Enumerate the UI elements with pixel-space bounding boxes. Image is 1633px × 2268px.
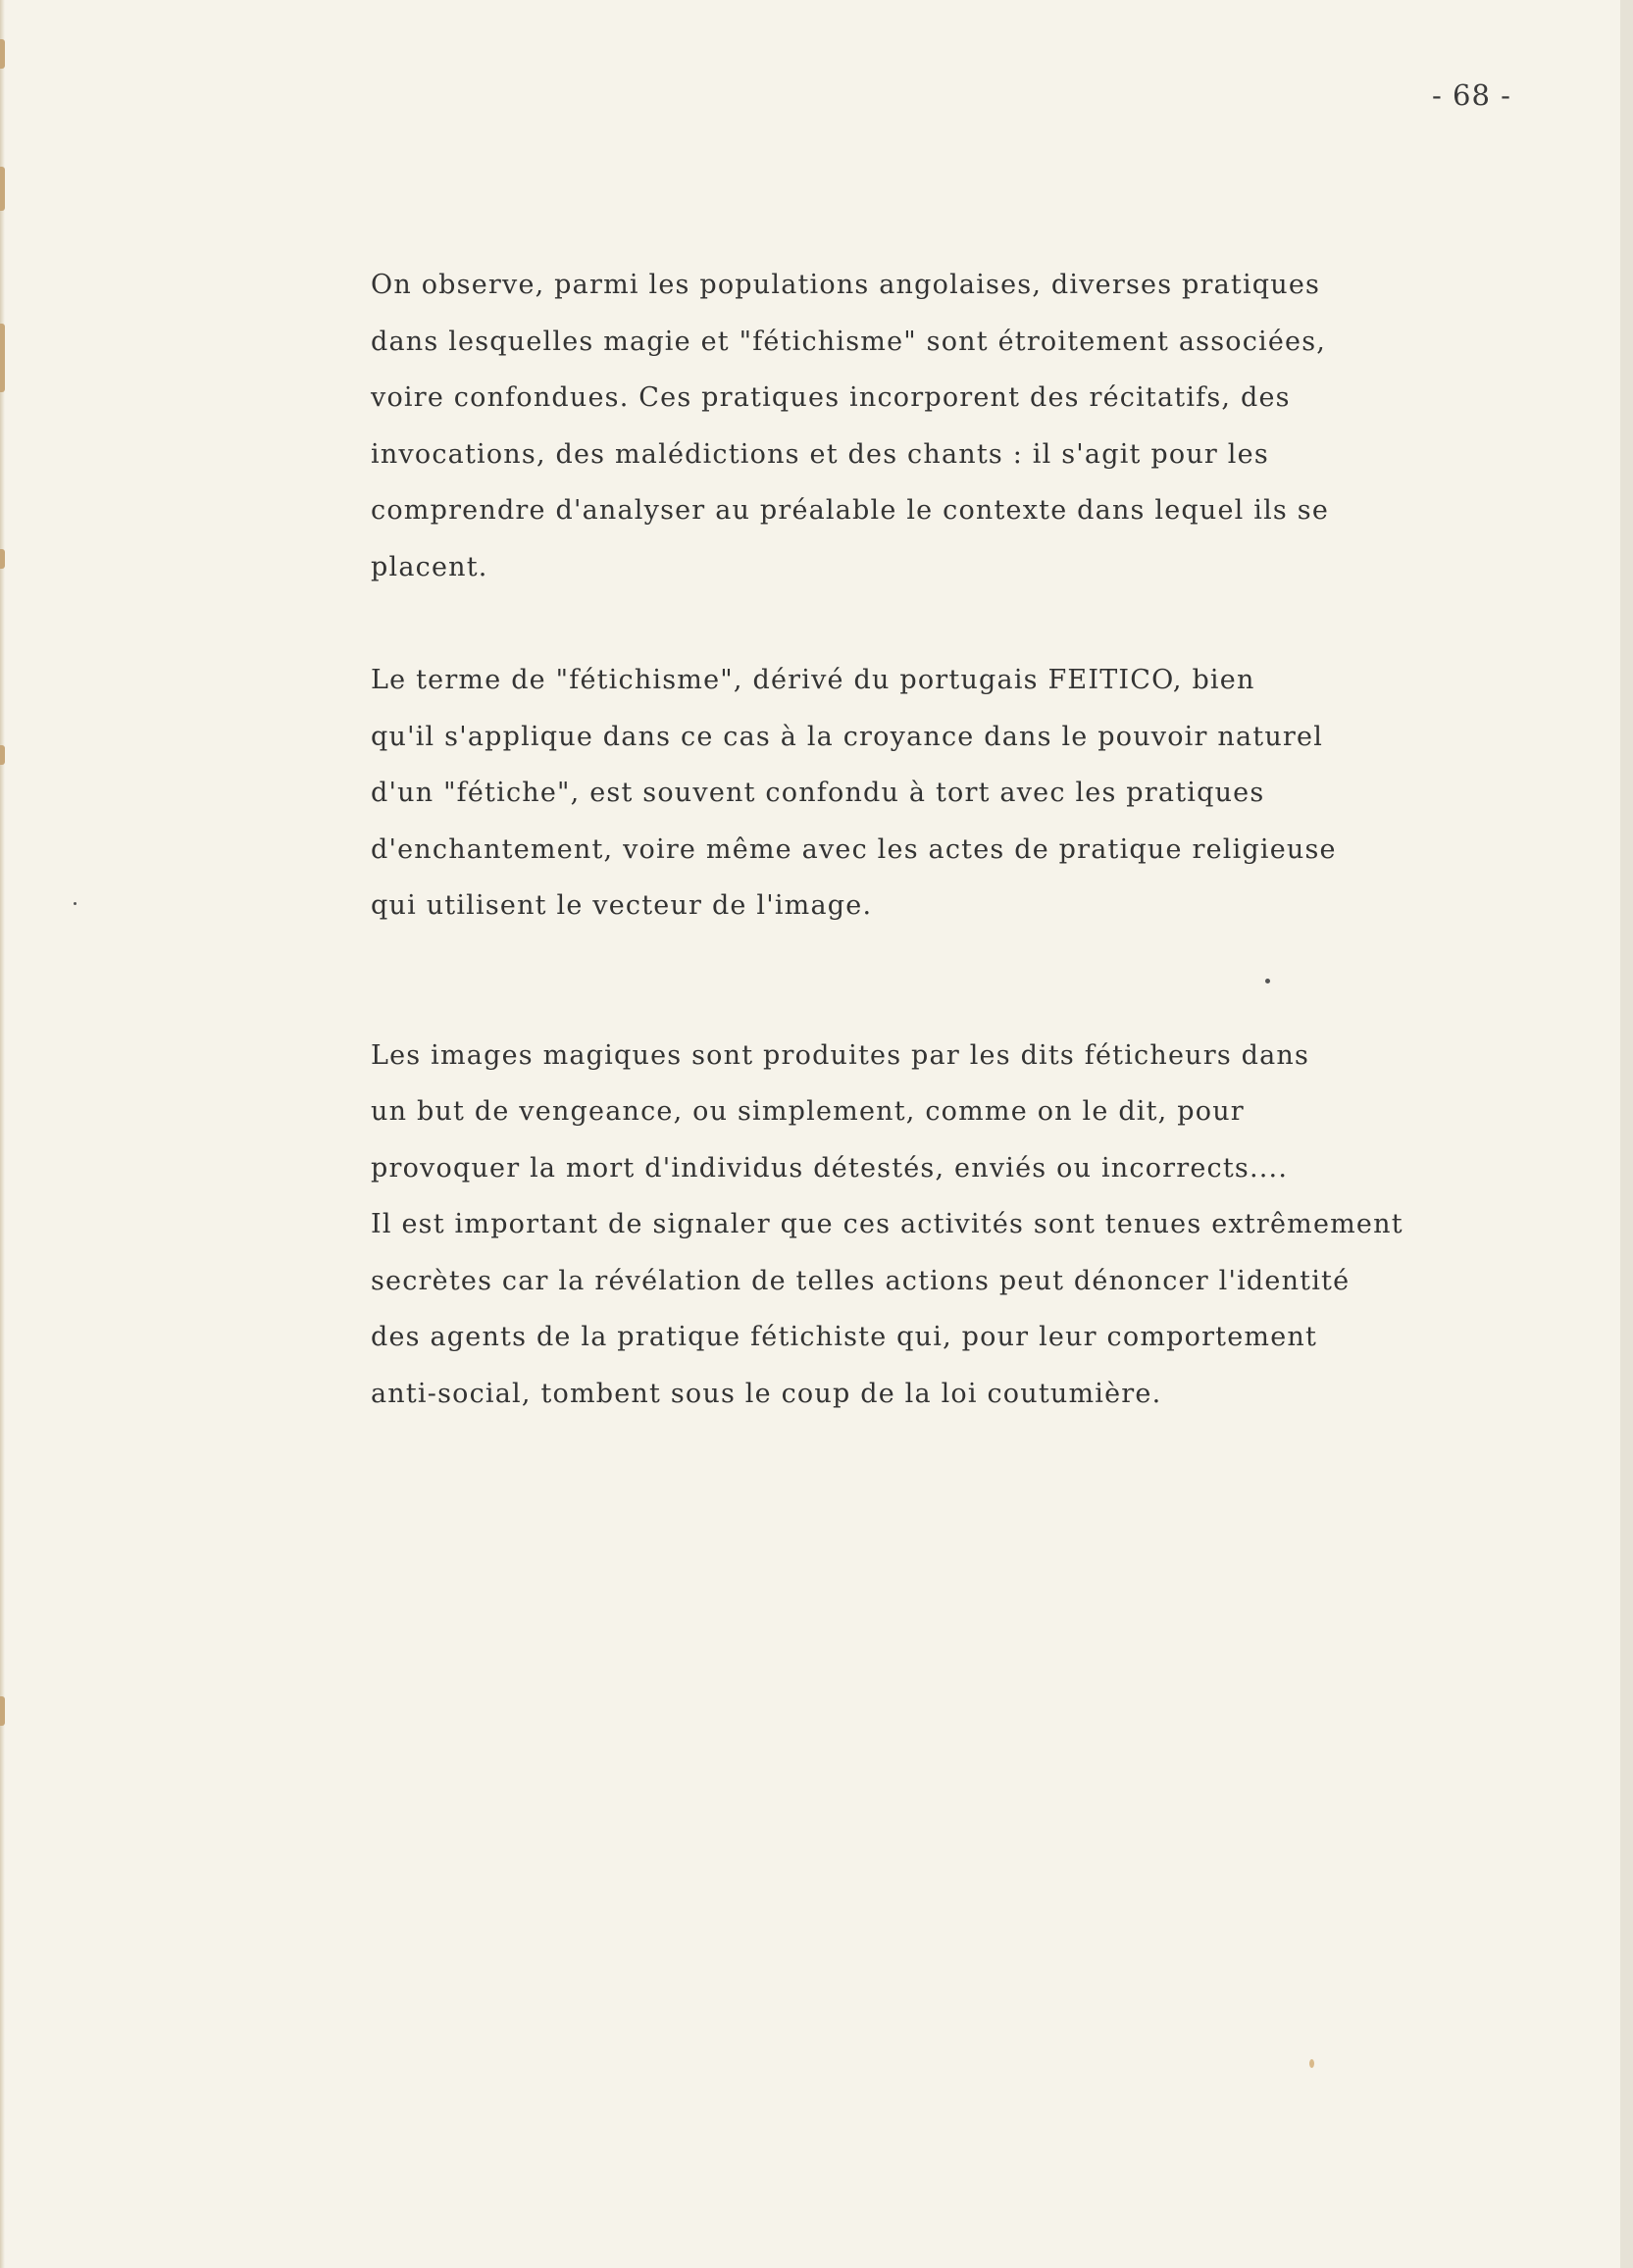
- text-line: secrètes car la révélation de telles actions peut dénoncer l'identité: [371, 1265, 1351, 1296]
- text-line: placent.: [371, 551, 488, 582]
- text-line: provoquer la mort d'individus détestés, enviés ou incorrects....: [371, 1152, 1289, 1184]
- text-line: Il est important de signaler que ces activités sont tenues extrêmement: [371, 1209, 1403, 1239]
- binding-mark: [0, 167, 5, 211]
- paragraph-3: [371, 1028, 1567, 1423]
- text-line: dans lesquelles magie et "fétichisme" sont étroitement associées,: [371, 326, 1327, 357]
- paragraph-spacer: [371, 934, 1567, 1028]
- text-line: Les images magiques sont produites par les dits féticheurs dans: [371, 1039, 1310, 1071]
- text-line: anti-social, tombent sous le coup de la loi coutumière.: [371, 1378, 1162, 1409]
- binding-mark: [0, 1696, 5, 1726]
- text-line: qu'il s'applique dans ce cas à la croyance dans le pouvoir naturel: [371, 721, 1324, 752]
- paragraph-1: [371, 257, 1567, 595]
- binding-mark: [0, 324, 5, 392]
- page-number: - 68 -: [1432, 78, 1511, 112]
- page-right-edge: [1620, 0, 1633, 2268]
- binding-mark: [0, 745, 5, 765]
- text-line: d'enchantement, voire même avec les actes de pratique religieuse: [371, 833, 1337, 865]
- binding-mark: [0, 39, 5, 69]
- paper-speck: [1309, 2059, 1314, 2068]
- text-line: voire confondues. Ces pratiques incorporent des récitatifs, des: [371, 382, 1291, 413]
- text-line: On observe, parmi les populations angolaises, diverses pratiques: [371, 270, 1321, 300]
- paper-speck: [74, 902, 77, 905]
- body-text: [371, 257, 1567, 1422]
- text-line: un but de vengeance, ou simplement, comme on le dit, pour: [371, 1096, 1245, 1127]
- text-line: d'un "fétiche", est souvent confondu à tort avec les pratiques: [371, 778, 1265, 808]
- paragraph-2: [371, 652, 1567, 934]
- text-line: comprendre d'analyser au préalable le contexte dans lequel ils se: [371, 495, 1330, 526]
- paper-speck: [1265, 979, 1270, 983]
- paragraph-spacer: [371, 595, 1567, 652]
- text-line: des agents de la pratique fétichiste qui, pour leur comportement: [371, 1322, 1318, 1352]
- text-line: Le terme de "fétichisme", dérivé du portugais FEITICO, bien: [371, 665, 1255, 695]
- text-line: qui utilisent le vecteur de l'image.: [371, 890, 873, 921]
- text-line: invocations, des malédictions et des chants : il s'agit pour les: [371, 438, 1269, 470]
- binding-mark: [0, 549, 5, 569]
